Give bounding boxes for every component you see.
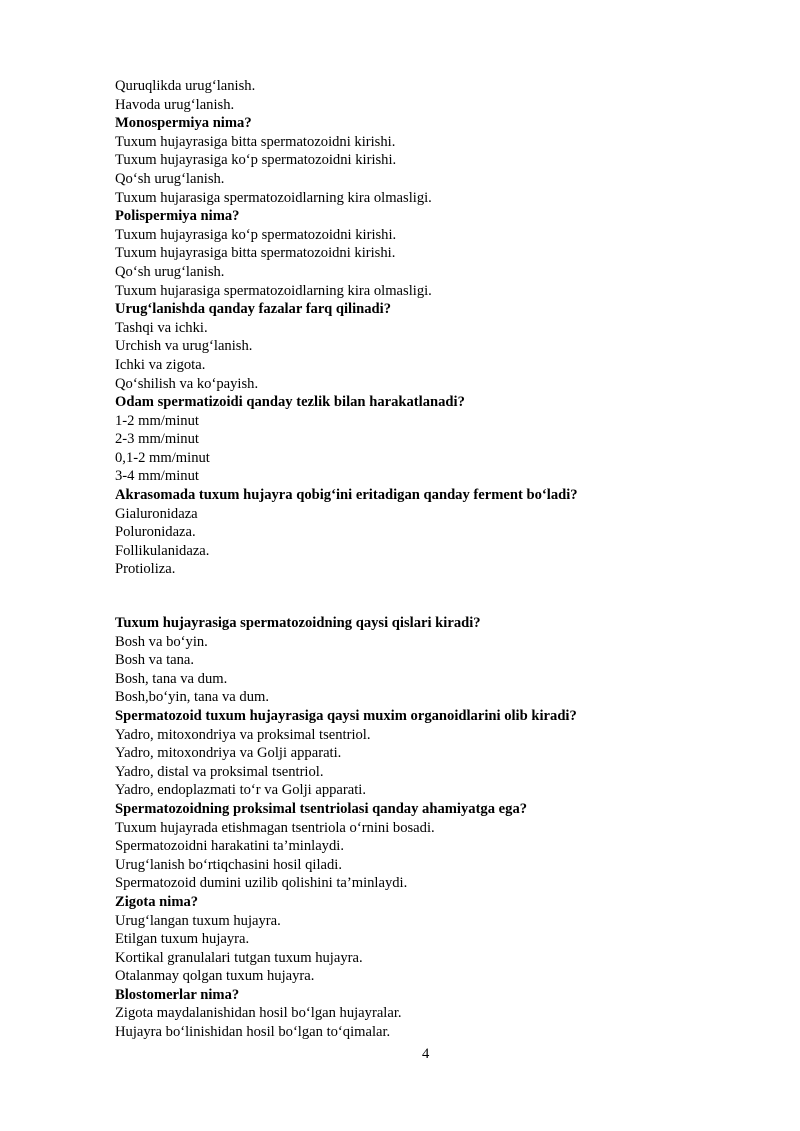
answer-option: Kortikal granulalari tutgan tuxum hujayra. bbox=[115, 949, 363, 966]
answer-option: Urug‘lanish bo‘rtiqchasini hosil qiladi. bbox=[115, 856, 342, 873]
answer-option: Protioliza. bbox=[115, 561, 176, 578]
answer-option: Tuxum hujayrasiga ko‘p spermatozoidni kirishi. bbox=[115, 152, 397, 169]
question-heading: Zigota nima? bbox=[115, 893, 199, 910]
page-number: 4 bbox=[422, 1046, 430, 1062]
answer-option: Spermatozoid dumini uzilib qolishini ta’minlaydi. bbox=[115, 875, 408, 892]
answer-option: Tashqi va ichki. bbox=[115, 319, 208, 336]
answer-option: Tuxum hujayrasiga bitta spermatozoidni kirishi. bbox=[115, 245, 396, 262]
question-heading: Odam spermatizoidi qanday tezlik bilan harakatlanadi? bbox=[115, 394, 465, 411]
answer-option: Ichki va zigota. bbox=[115, 356, 206, 373]
question-heading: Blostomerlar nima? bbox=[115, 986, 240, 1003]
answer-option: Follikulanidaza. bbox=[115, 542, 210, 559]
answer-option: Qo‘sh urug‘lanish. bbox=[115, 170, 225, 187]
question-heading: Urug‘lanishda qanday fazalar farq qilinadi? bbox=[115, 301, 391, 318]
text-block-bottom bbox=[115, 614, 755, 1042]
answer-option: Qo‘shilish va ko‘payish. bbox=[115, 375, 259, 392]
question-heading: Tuxum hujayrasiga spermatozoidning qaysi qislari kiradi? bbox=[115, 615, 481, 631]
answer-option: 0,1-2 mm/minut bbox=[115, 449, 210, 466]
answer-option: Spermatozoidni harakatini ta’minlaydi. bbox=[115, 838, 344, 855]
answer-option: Tuxum hujarasiga spermatozoidlarning kira olmasligi. bbox=[115, 282, 432, 299]
answer-option: 1-2 mm/minut bbox=[115, 412, 199, 429]
answer-option: Etilgan tuxum hujayra. bbox=[115, 931, 250, 948]
question-heading: Monospermiya nima? bbox=[115, 115, 252, 132]
answer-option: Tuxum hujarasiga spermatozoidlarning kira olmasligi. bbox=[115, 189, 432, 206]
answer-option: Urchish va urug‘lanish. bbox=[115, 338, 253, 355]
answer-option: Qo‘sh urug‘lanish. bbox=[115, 263, 225, 280]
answer-option: Bosh, tana va dum. bbox=[115, 670, 228, 687]
answer-option: Yadro, mitoxondriya va Golji apparati. bbox=[115, 745, 342, 762]
answer-option: Urug‘langan tuxum hujayra. bbox=[115, 912, 281, 929]
question-heading: Polispermiya nima? bbox=[115, 208, 240, 225]
answer-option: Bosh va tana. bbox=[115, 652, 195, 669]
answer-option: Otalanmay qolgan tuxum hujayra. bbox=[115, 968, 315, 985]
answer-option: Havoda urug‘lanish. bbox=[115, 96, 235, 113]
answer-option: Quruqlikda urug‘lanish. bbox=[115, 78, 256, 94]
answer-option: Gialuronidaza bbox=[115, 505, 198, 522]
answer-option: Poluronidaza. bbox=[115, 524, 196, 541]
answer-option: Tuxum hujayrasiga bitta spermatozoidni kirishi. bbox=[115, 133, 396, 150]
answer-option: Bosh va bo‘yin. bbox=[115, 633, 208, 650]
answer-option: Yadro, mitoxondriya va proksimal tsentriol. bbox=[115, 726, 371, 743]
answer-option: Yadro, endoplazmati to‘r va Golji apparati. bbox=[115, 782, 367, 799]
answer-option: Zigota maydalanishidan hosil bo‘lgan hujayralar. bbox=[115, 1005, 402, 1022]
answer-option: 3-4 mm/minut bbox=[115, 468, 199, 485]
question-heading: Akrasomada tuxum hujayra qobig‘ini eritadigan qanday ferment bo‘ladi? bbox=[115, 487, 578, 504]
text-block-top bbox=[115, 77, 755, 579]
question-heading: Spermatozoid tuxum hujayrasiga qaysi muxim organoidlarini olib kiradi? bbox=[115, 707, 577, 724]
answer-option: Yadro, distal va proksimal tsentriol. bbox=[115, 763, 324, 780]
answer-option: Bosh,bo‘yin, tana va dum. bbox=[115, 689, 270, 706]
answer-option: 2-3 mm/minut bbox=[115, 431, 199, 448]
answer-option: Hujayra bo‘linishidan hosil bo‘lgan to‘qimalar. bbox=[115, 1024, 391, 1041]
question-heading: Spermatozoidning proksimal tsentriolasi qanday ahamiyatga ega? bbox=[115, 800, 528, 817]
answer-option: Tuxum hujayrada etishmagan tsentriola o‘rnini bosadi. bbox=[115, 819, 435, 836]
answer-option: Tuxum hujayrasiga ko‘p spermatozoidni kirishi. bbox=[115, 226, 397, 243]
